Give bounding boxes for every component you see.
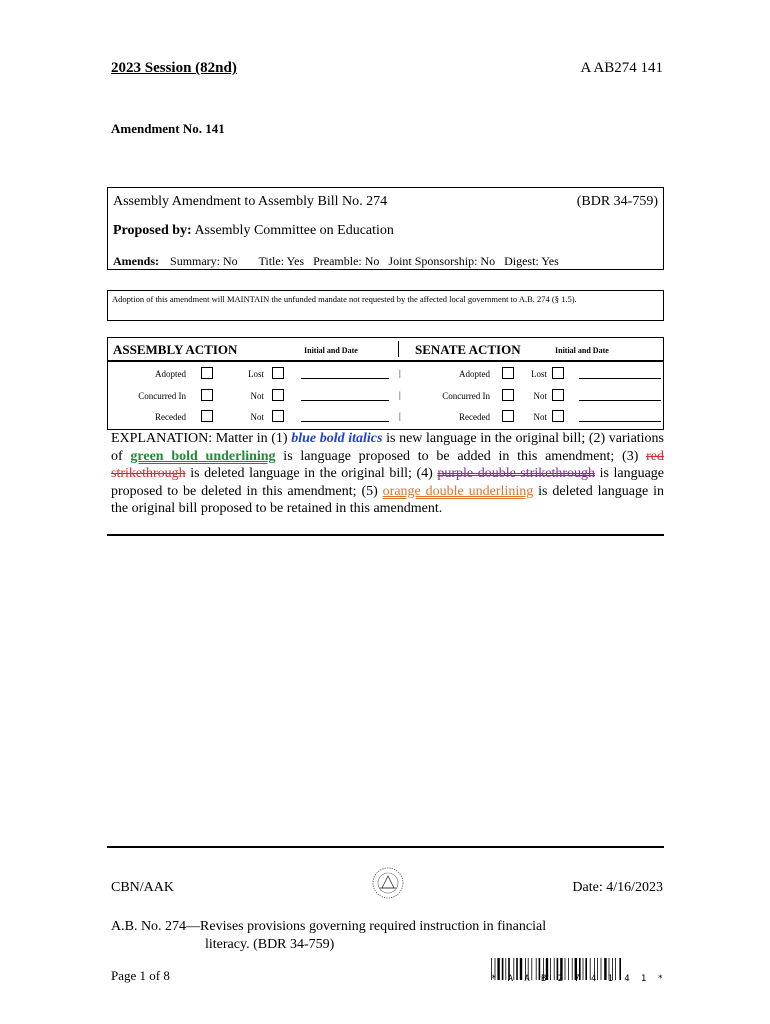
action-box	[107, 337, 664, 430]
amendment-info-box	[107, 187, 664, 270]
proposed-by-value: Assembly Committee on Education	[194, 223, 394, 238]
senate-date-line	[579, 421, 661, 422]
proposed-by	[113, 223, 394, 239]
explanation-orange-sample: orange double underlining	[382, 483, 534, 499]
senate-lost-checkbox[interactable]	[552, 367, 564, 379]
barcode-char: 4	[624, 974, 630, 984]
barcode-char: A	[507, 974, 514, 984]
document-id: A AB274 141	[580, 60, 663, 76]
assembly-not-receded-checkbox[interactable]	[272, 410, 284, 422]
assembly-date-line	[301, 421, 389, 422]
assembly-separator: |	[399, 368, 401, 378]
barcode-char: 1	[607, 974, 614, 984]
amends-joint-sponsorship: Joint Sponsorship: No	[388, 254, 496, 268]
senate-not-receded-label: Not	[533, 412, 547, 422]
assembly-not-receded-label: Not	[250, 412, 264, 422]
assembly-initial-date: Initial and Date	[304, 346, 358, 355]
senate-adopted-label: Adopted	[459, 369, 490, 379]
senate-not-checkbox[interactable]	[552, 389, 564, 401]
amends-summary: Summary: No	[170, 254, 238, 268]
assembly-date-line	[301, 378, 389, 379]
amends-line	[113, 254, 565, 269]
barcode-char: *	[491, 974, 497, 984]
assembly-concurred-label: Concurred In	[138, 391, 186, 401]
explanation-purple-sample: purple double strikethrough	[437, 466, 596, 481]
explanation-part: is new language in the original bill; (2) variations of	[111, 431, 665, 464]
amends-label: Amends:	[113, 254, 160, 268]
assembly-not-checkbox[interactable]	[272, 389, 284, 401]
amendment-title: Assembly Amendment to Assembly Bill No. 274	[113, 194, 388, 209]
amends-digest: Digest: Yes	[504, 254, 559, 268]
assembly-lost-checkbox[interactable]	[272, 367, 284, 379]
page-number: Page 1 of 8	[111, 968, 170, 983]
footer-rule	[107, 846, 664, 848]
explanation-blue-sample: blue bold italics	[291, 431, 383, 446]
bill-summary-line1: A.B. No. 274—Revises provisions governing required instruction in financial	[111, 919, 547, 934]
barcode-char: 1	[640, 974, 647, 984]
explanation-rule	[107, 534, 664, 536]
senate-concurred-checkbox[interactable]	[502, 389, 514, 401]
senate-concurred-label: Concurred In	[442, 391, 490, 401]
senate-lost-label: Lost	[530, 369, 547, 379]
assembly-receded-checkbox[interactable]	[201, 410, 213, 422]
amends-title: Title: Yes	[258, 254, 305, 268]
amends-preamble: Preamble: No	[313, 254, 380, 268]
bdr-number: (BDR 34-759)	[576, 194, 658, 209]
bill-summary	[111, 918, 631, 954]
assembly-concurred-checkbox[interactable]	[201, 389, 213, 401]
assembly-not-label: Not	[250, 391, 264, 401]
action-header-rule	[108, 360, 663, 362]
explanation-part: EXPLANATION: Matter in (1)	[111, 431, 292, 446]
assembly-date-line	[301, 400, 389, 401]
amendment-date: Date: 4/16/2023	[572, 880, 663, 895]
explanation-part: is language proposed to be added in this amendment; (3)	[275, 448, 647, 464]
barcode-char: 2	[557, 974, 564, 984]
explanation-green-sample: green bold underlining	[130, 448, 276, 464]
senate-adopted-checkbox[interactable]	[502, 367, 514, 379]
assembly-adopted-label: Adopted	[155, 369, 186, 379]
senate-receded-checkbox[interactable]	[502, 410, 514, 422]
barcode-char: A	[524, 974, 530, 984]
assembly-adopted-checkbox[interactable]	[201, 367, 213, 379]
barcode-char: 4	[590, 974, 597, 984]
senate-action-title: SENATE ACTION	[415, 342, 521, 357]
assembly-separator: |	[399, 411, 401, 421]
barcode-text	[491, 974, 663, 984]
action-divider	[398, 341, 399, 357]
assembly-receded-label: Receded	[155, 412, 186, 422]
barcode-char: B	[540, 974, 547, 984]
senate-not-receded-checkbox[interactable]	[552, 410, 564, 422]
bill-summary-line2: literacy. (BDR 34-759)	[205, 937, 335, 952]
explanation-part: is deleted language in the original bill proposed to be retained in this amendment.	[111, 483, 664, 516]
assembly-action-title: ASSEMBLY ACTION	[113, 342, 238, 357]
assembly-lost-label: Lost	[247, 369, 264, 379]
amendment-number: Amendment No. 141	[111, 121, 225, 136]
explanation-red-sample: red strikethrough	[111, 448, 664, 481]
session-title: 2023 Session (82nd)	[111, 60, 237, 76]
explanation-part: is language proposed to be deleted in this amendment; (5)	[111, 466, 664, 499]
senate-not-label: Not	[533, 391, 547, 401]
barcode-char: *	[657, 974, 663, 984]
assembly-separator: |	[399, 390, 401, 400]
drafter-initials: CBN/AAK	[111, 880, 175, 895]
senate-date-line	[579, 378, 661, 379]
barcode-char: 7	[574, 974, 580, 984]
senate-date-line	[579, 400, 661, 401]
senate-initial-date: Initial and Date	[555, 346, 609, 355]
mandate-note: Adoption of this amendment will MAINTAIN the unfunded mandate not requested by the affected local government to A.B. 274 (§ 1.5).	[107, 290, 664, 321]
state-seal-icon	[371, 866, 405, 900]
proposed-by-label: Proposed by:	[113, 223, 192, 238]
explanation-text	[111, 430, 664, 518]
senate-receded-label: Receded	[459, 412, 490, 422]
explanation-part: is deleted language in the original bill; (4)	[185, 466, 438, 481]
